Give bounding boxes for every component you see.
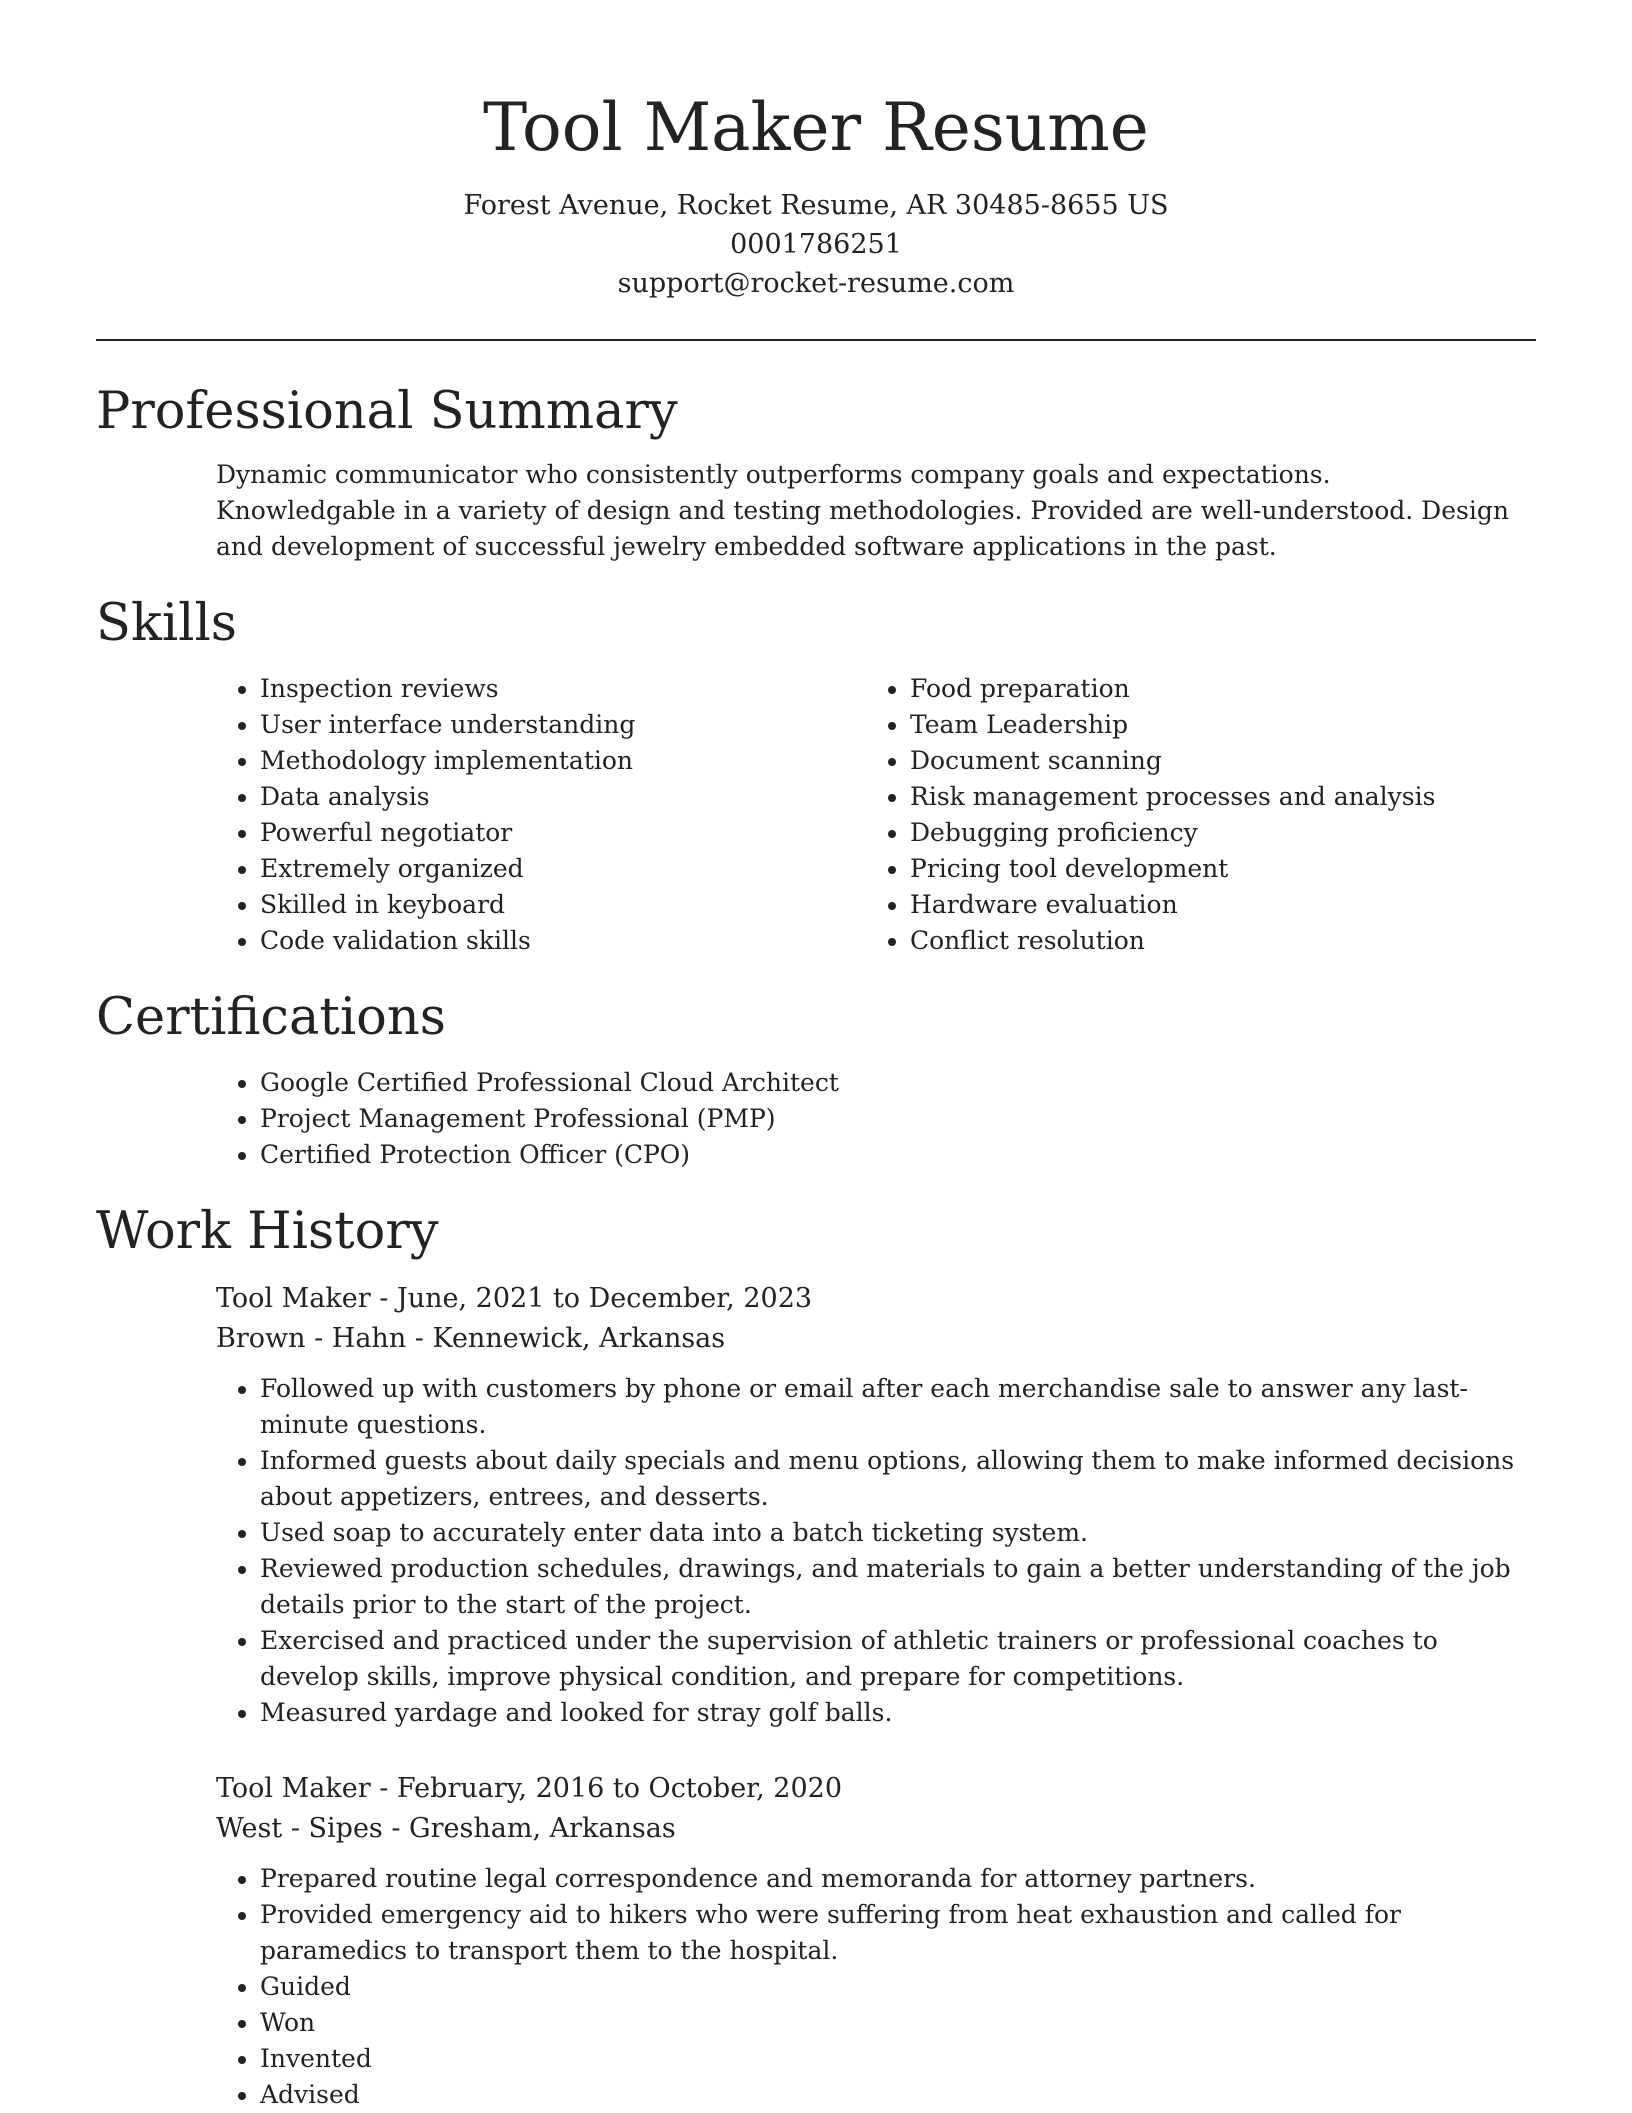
skill-item: • Data analysis — [260, 779, 866, 815]
certifications-section — [96, 985, 1536, 1173]
skill-item: • Risk management processes and analysis — [910, 779, 1516, 815]
skill-item: • Inspection reviews — [260, 671, 866, 707]
job-bullets — [216, 1861, 1536, 2113]
job-bullet: • Guided — [260, 1969, 1536, 2005]
contact-info — [96, 186, 1536, 303]
job-bullet: • Advised — [260, 2077, 1536, 2113]
certifications-heading: Certifications — [96, 988, 446, 1047]
job-entry — [216, 1279, 1536, 1731]
skill-item: • Debugging proficiency — [910, 815, 1516, 851]
certification-item: • Google Certified Professional Cloud Architect — [260, 1065, 1536, 1101]
skill-item: • Methodology implementation — [260, 743, 866, 779]
job-bullet: • Prepared routine legal correspondence and memoranda for attorney partners. — [260, 1861, 1536, 1897]
job-bullet: • Exercised and practiced under the supervision of athletic trainers or professional coaches to develop skills, improve physical condition, and prepare for competitions. — [260, 1623, 1536, 1695]
skills-heading: Skills — [96, 594, 237, 653]
skill-item: • Document scanning — [910, 743, 1516, 779]
summary-section — [96, 379, 1536, 565]
certification-item: • Certified Protection Officer (CPO) — [260, 1137, 1536, 1173]
job-title-line: Tool Maker - June, 2021 to December, 2023 — [216, 1283, 813, 1314]
skill-item: • Food preparation — [910, 671, 1516, 707]
job-bullet: • Provided emergency aid to hikers who were suffering from heat exhaustion and called for paramedics to transport them to the hospital. — [260, 1897, 1536, 1969]
job-bullets — [216, 1371, 1536, 1731]
job-company-line: West - Sipes - Gresham, Arkansas — [216, 1813, 676, 1844]
summary-heading: Professional Summary — [96, 382, 678, 441]
job-company-line: Brown - Hahn - Kennewick, Arkansas — [216, 1323, 726, 1354]
job-bullet: • Reviewed production schedules, drawings, and materials to gain a better understanding of the job details prior to the start of the project. — [260, 1551, 1536, 1623]
job-entry — [216, 1769, 1536, 2113]
summary-text: Dynamic communicator who consistently outperforms company goals and expectations. Knowledgable in a variety of design and testing methodologies. Provided are well-understood. Design and development of successful jewelry embedded software applications in the past. — [216, 460, 1509, 561]
skill-item: • Conflict resolution — [910, 923, 1516, 959]
header-divider — [96, 339, 1536, 341]
skills-section — [96, 591, 1536, 959]
email: support@rocket-resume.com — [617, 268, 1015, 299]
certifications-list — [216, 1065, 1536, 1173]
skill-item: • Pricing tool development — [910, 851, 1516, 887]
job-bullet: • Informed guests about daily specials and menu options, allowing them to make informed decisions about appetizers, entrees, and desserts. — [260, 1443, 1536, 1515]
skill-item: • Skilled in keyboard — [260, 887, 866, 923]
job-bullet: • Invented — [260, 2041, 1536, 2077]
address: Forest Avenue, Rocket Resume, AR 30485-8655 US — [463, 190, 1169, 221]
skill-item: • Team Leadership — [910, 707, 1516, 743]
resume-header — [96, 0, 1536, 303]
work-history-heading: Work History — [96, 1202, 439, 1261]
skill-item: • Powerful negotiator — [260, 815, 866, 851]
work-history-section — [96, 1199, 1536, 2113]
skill-item: • User interface understanding — [260, 707, 866, 743]
job-bullet: • Used soap to accurately enter data into a batch ticketing system. — [260, 1515, 1536, 1551]
job-bullet: • Won — [260, 2005, 1536, 2041]
job-bullet: • Measured yardage and looked for stray golf balls. — [260, 1695, 1536, 1731]
resume-page — [96, 0, 1536, 2113]
skills-columns — [216, 671, 1536, 959]
skill-item: • Extremely organized — [260, 851, 866, 887]
skills-column-left — [216, 671, 866, 959]
certification-item: • Project Management Professional (PMP) — [260, 1101, 1536, 1137]
phone: 0001786251 — [730, 229, 902, 260]
job-title-line: Tool Maker - February, 2016 to October, 2020 — [216, 1773, 842, 1804]
job-bullet: • Followed up with customers by phone or email after each merchandise sale to answer any last-minute questions. — [260, 1371, 1536, 1443]
skill-item: • Code validation skills — [260, 923, 866, 959]
skills-column-right — [866, 671, 1516, 959]
skill-item: • Hardware evaluation — [910, 887, 1516, 923]
resume-title: Tool Maker Resume — [483, 89, 1149, 166]
